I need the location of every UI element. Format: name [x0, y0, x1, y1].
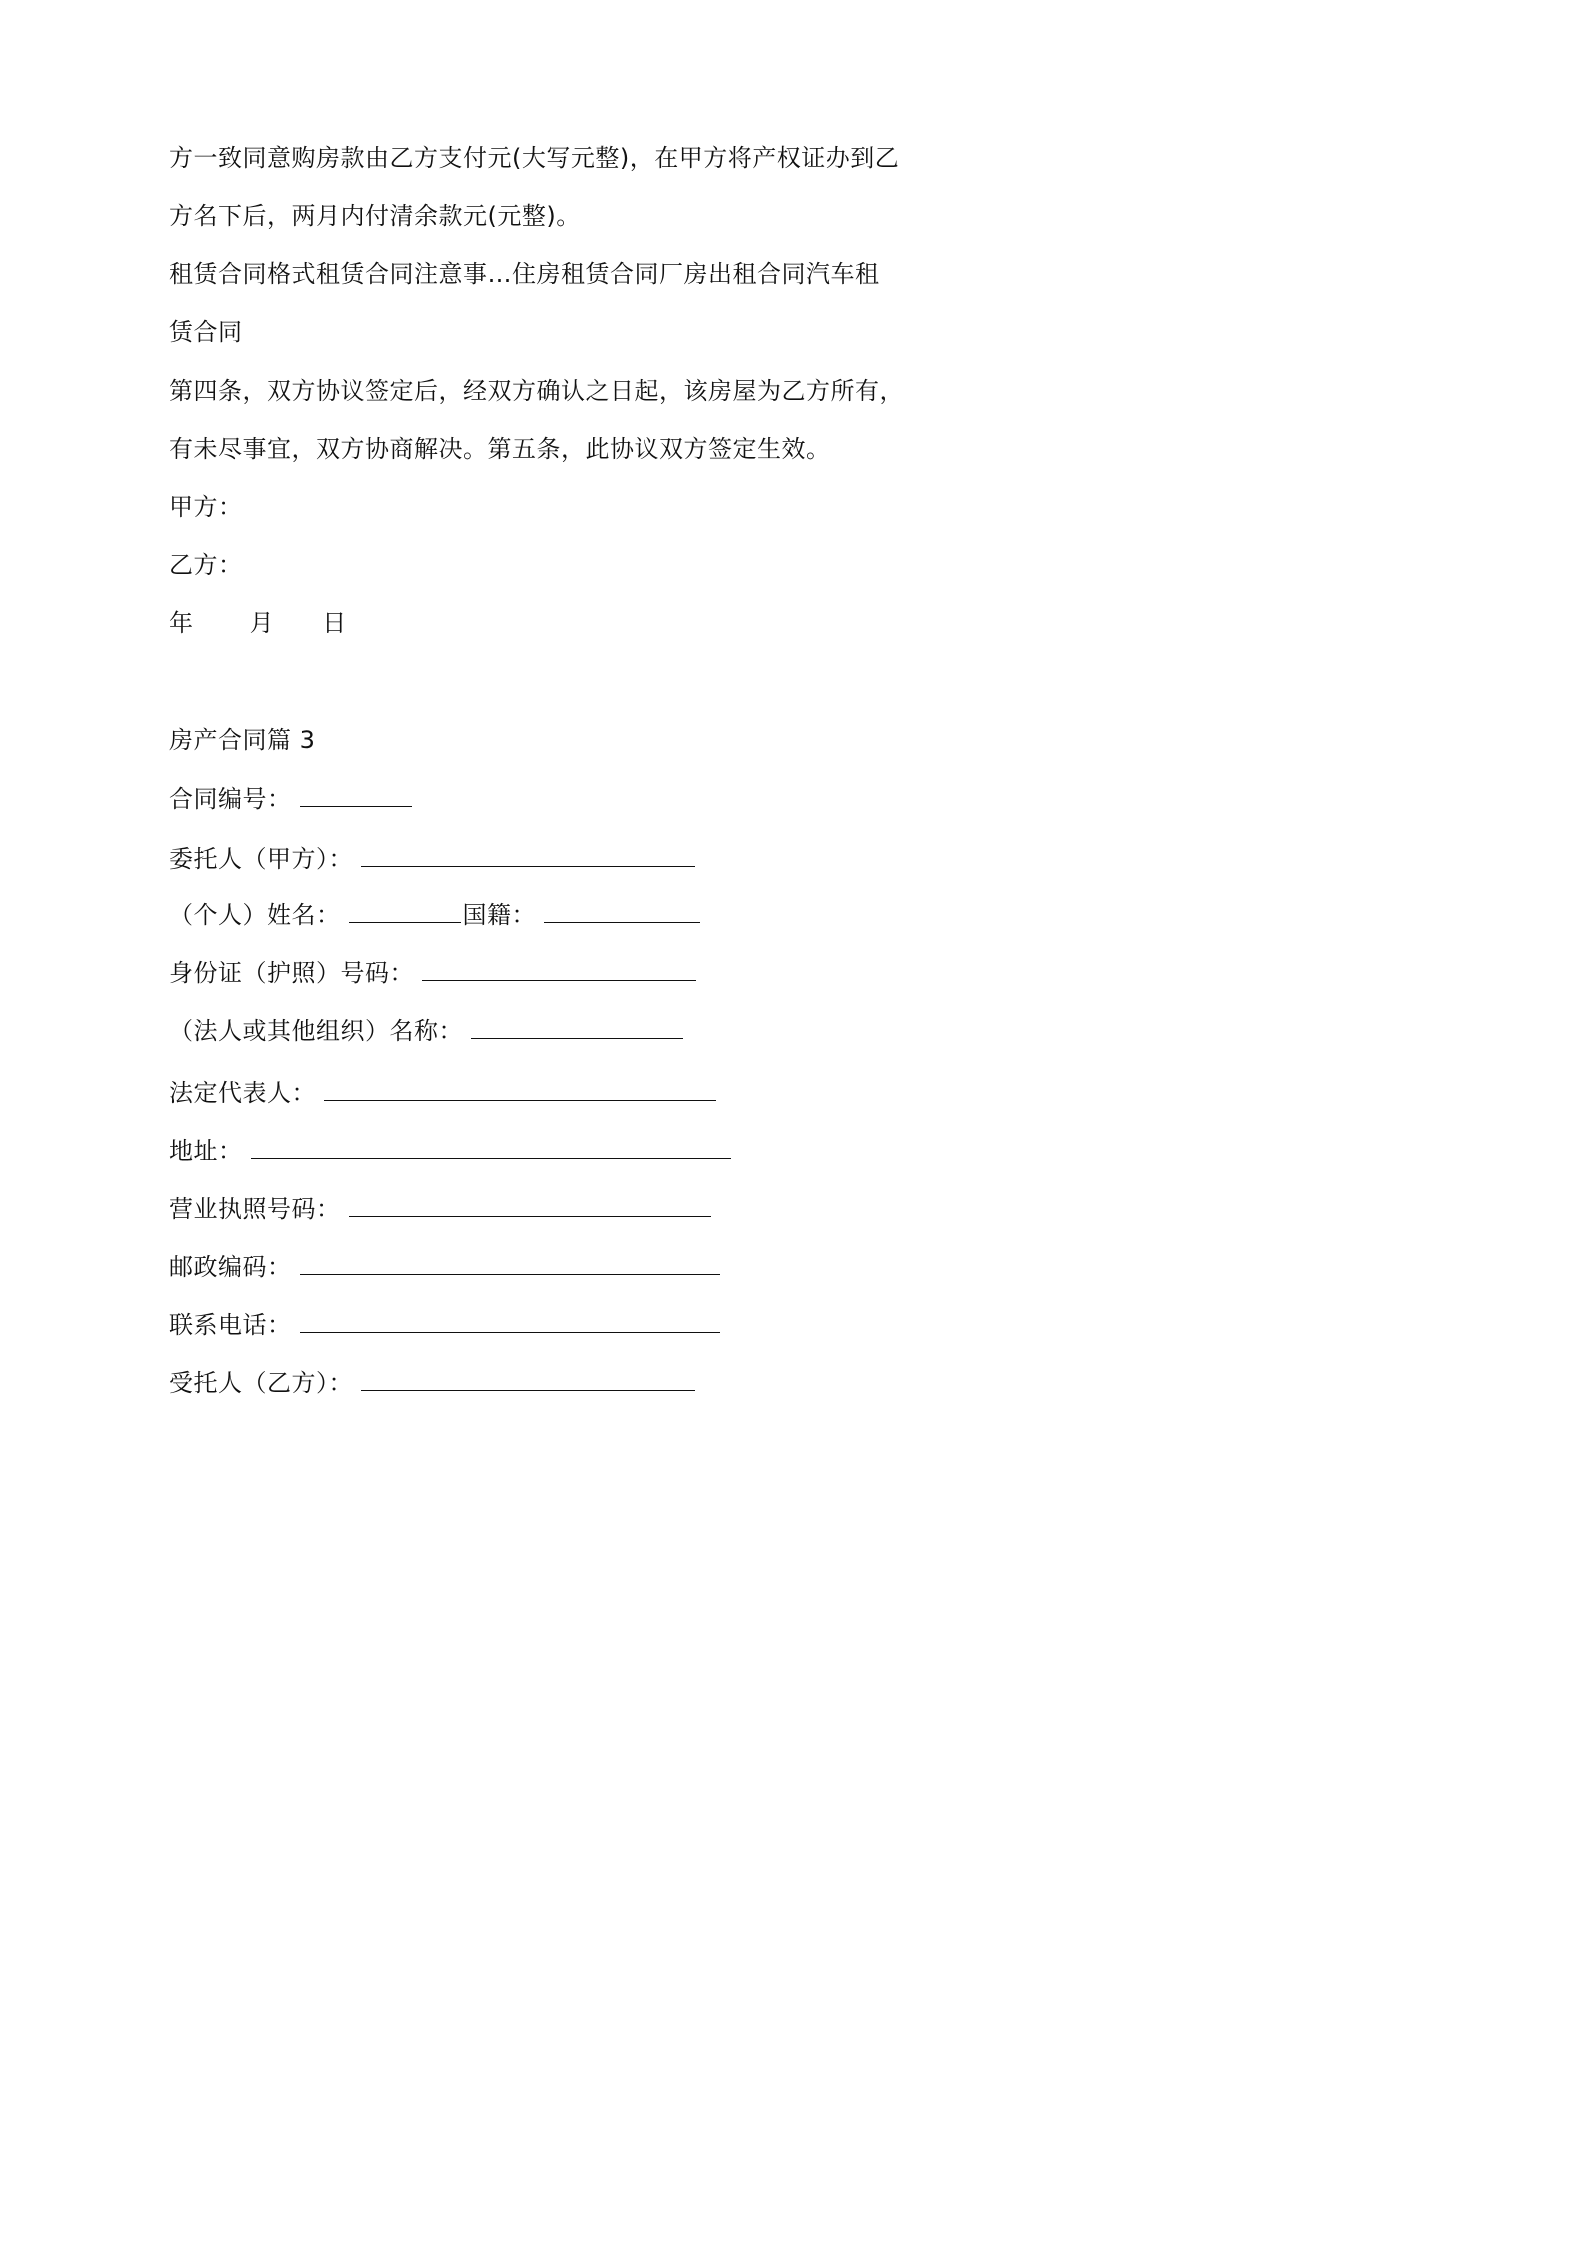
license-blank [349, 1192, 711, 1217]
agent-blank [361, 1366, 695, 1391]
paragraph-3-line-1: 第四条，双方协议签定后，经双方确认之日起，该房屋为乙方所有， [169, 377, 904, 405]
client-label: 委托人（甲方）： [169, 845, 353, 873]
id-number-label: 身份证（护照）号码： [169, 959, 414, 987]
date-day: 日 [322, 609, 347, 637]
client-row [169, 842, 695, 875]
contract-number-label: 合同编号： [169, 785, 292, 813]
legal-rep-label: 法定代表人： [169, 1079, 316, 1107]
contract-number-blank [300, 782, 412, 807]
nationality-blank [544, 898, 700, 923]
paragraph-2-line-1: 租赁合同格式租赁合同注意事…住房租赁合同厂房出租合同汽车租 [169, 260, 880, 288]
legal-rep-blank [324, 1076, 716, 1101]
id-number-row [169, 956, 696, 989]
id-number-blank [422, 956, 696, 981]
section-heading: 房产合同篇 3 [169, 726, 316, 754]
contract-number-row [169, 782, 412, 815]
address-label: 地址： [169, 1137, 243, 1165]
party-b-label: 乙方： [169, 551, 243, 579]
agent-label: 受托人（乙方）： [169, 1369, 353, 1397]
individual-name-blank [349, 898, 461, 923]
phone-label: 联系电话： [169, 1311, 292, 1339]
phone-blank [300, 1308, 720, 1333]
date-month: 月 [249, 609, 275, 637]
license-label: 营业执照号码： [169, 1195, 341, 1223]
paragraph-1-line-2: 方名下后，两月内付清余款元(元整)。 [169, 202, 581, 230]
date-line [169, 607, 347, 639]
individual-name-label: （个人）姓名： [169, 901, 341, 929]
date-year: 年 [169, 609, 194, 637]
postal-code-label: 邮政编码： [169, 1253, 292, 1281]
postal-code-blank [300, 1250, 720, 1275]
address-blank [251, 1134, 731, 1159]
paragraph-1-line-1: 方一致同意购房款由乙方支付元(大写元整)，在甲方将产权证办到乙 [169, 144, 900, 172]
postal-code-row [169, 1250, 720, 1283]
license-row [169, 1192, 711, 1225]
individual-row [169, 898, 700, 931]
agent-row [169, 1366, 695, 1399]
phone-row [169, 1308, 720, 1341]
legal-rep-row [169, 1076, 716, 1109]
paragraph-2-line-2: 赁合同 [169, 318, 243, 346]
client-blank [361, 842, 695, 867]
address-row [169, 1134, 731, 1167]
nationality-label: 国籍： [462, 901, 536, 929]
party-a-label: 甲方： [169, 493, 243, 521]
org-name-blank [471, 1014, 683, 1039]
org-name-label: （法人或其他组织）名称： [169, 1017, 463, 1045]
paragraph-3-line-2: 有未尽事宜，双方协商解决。第五条，此协议双方签定生效。 [169, 435, 831, 463]
org-name-row [169, 1014, 683, 1047]
document-page [0, 0, 1100, 1556]
